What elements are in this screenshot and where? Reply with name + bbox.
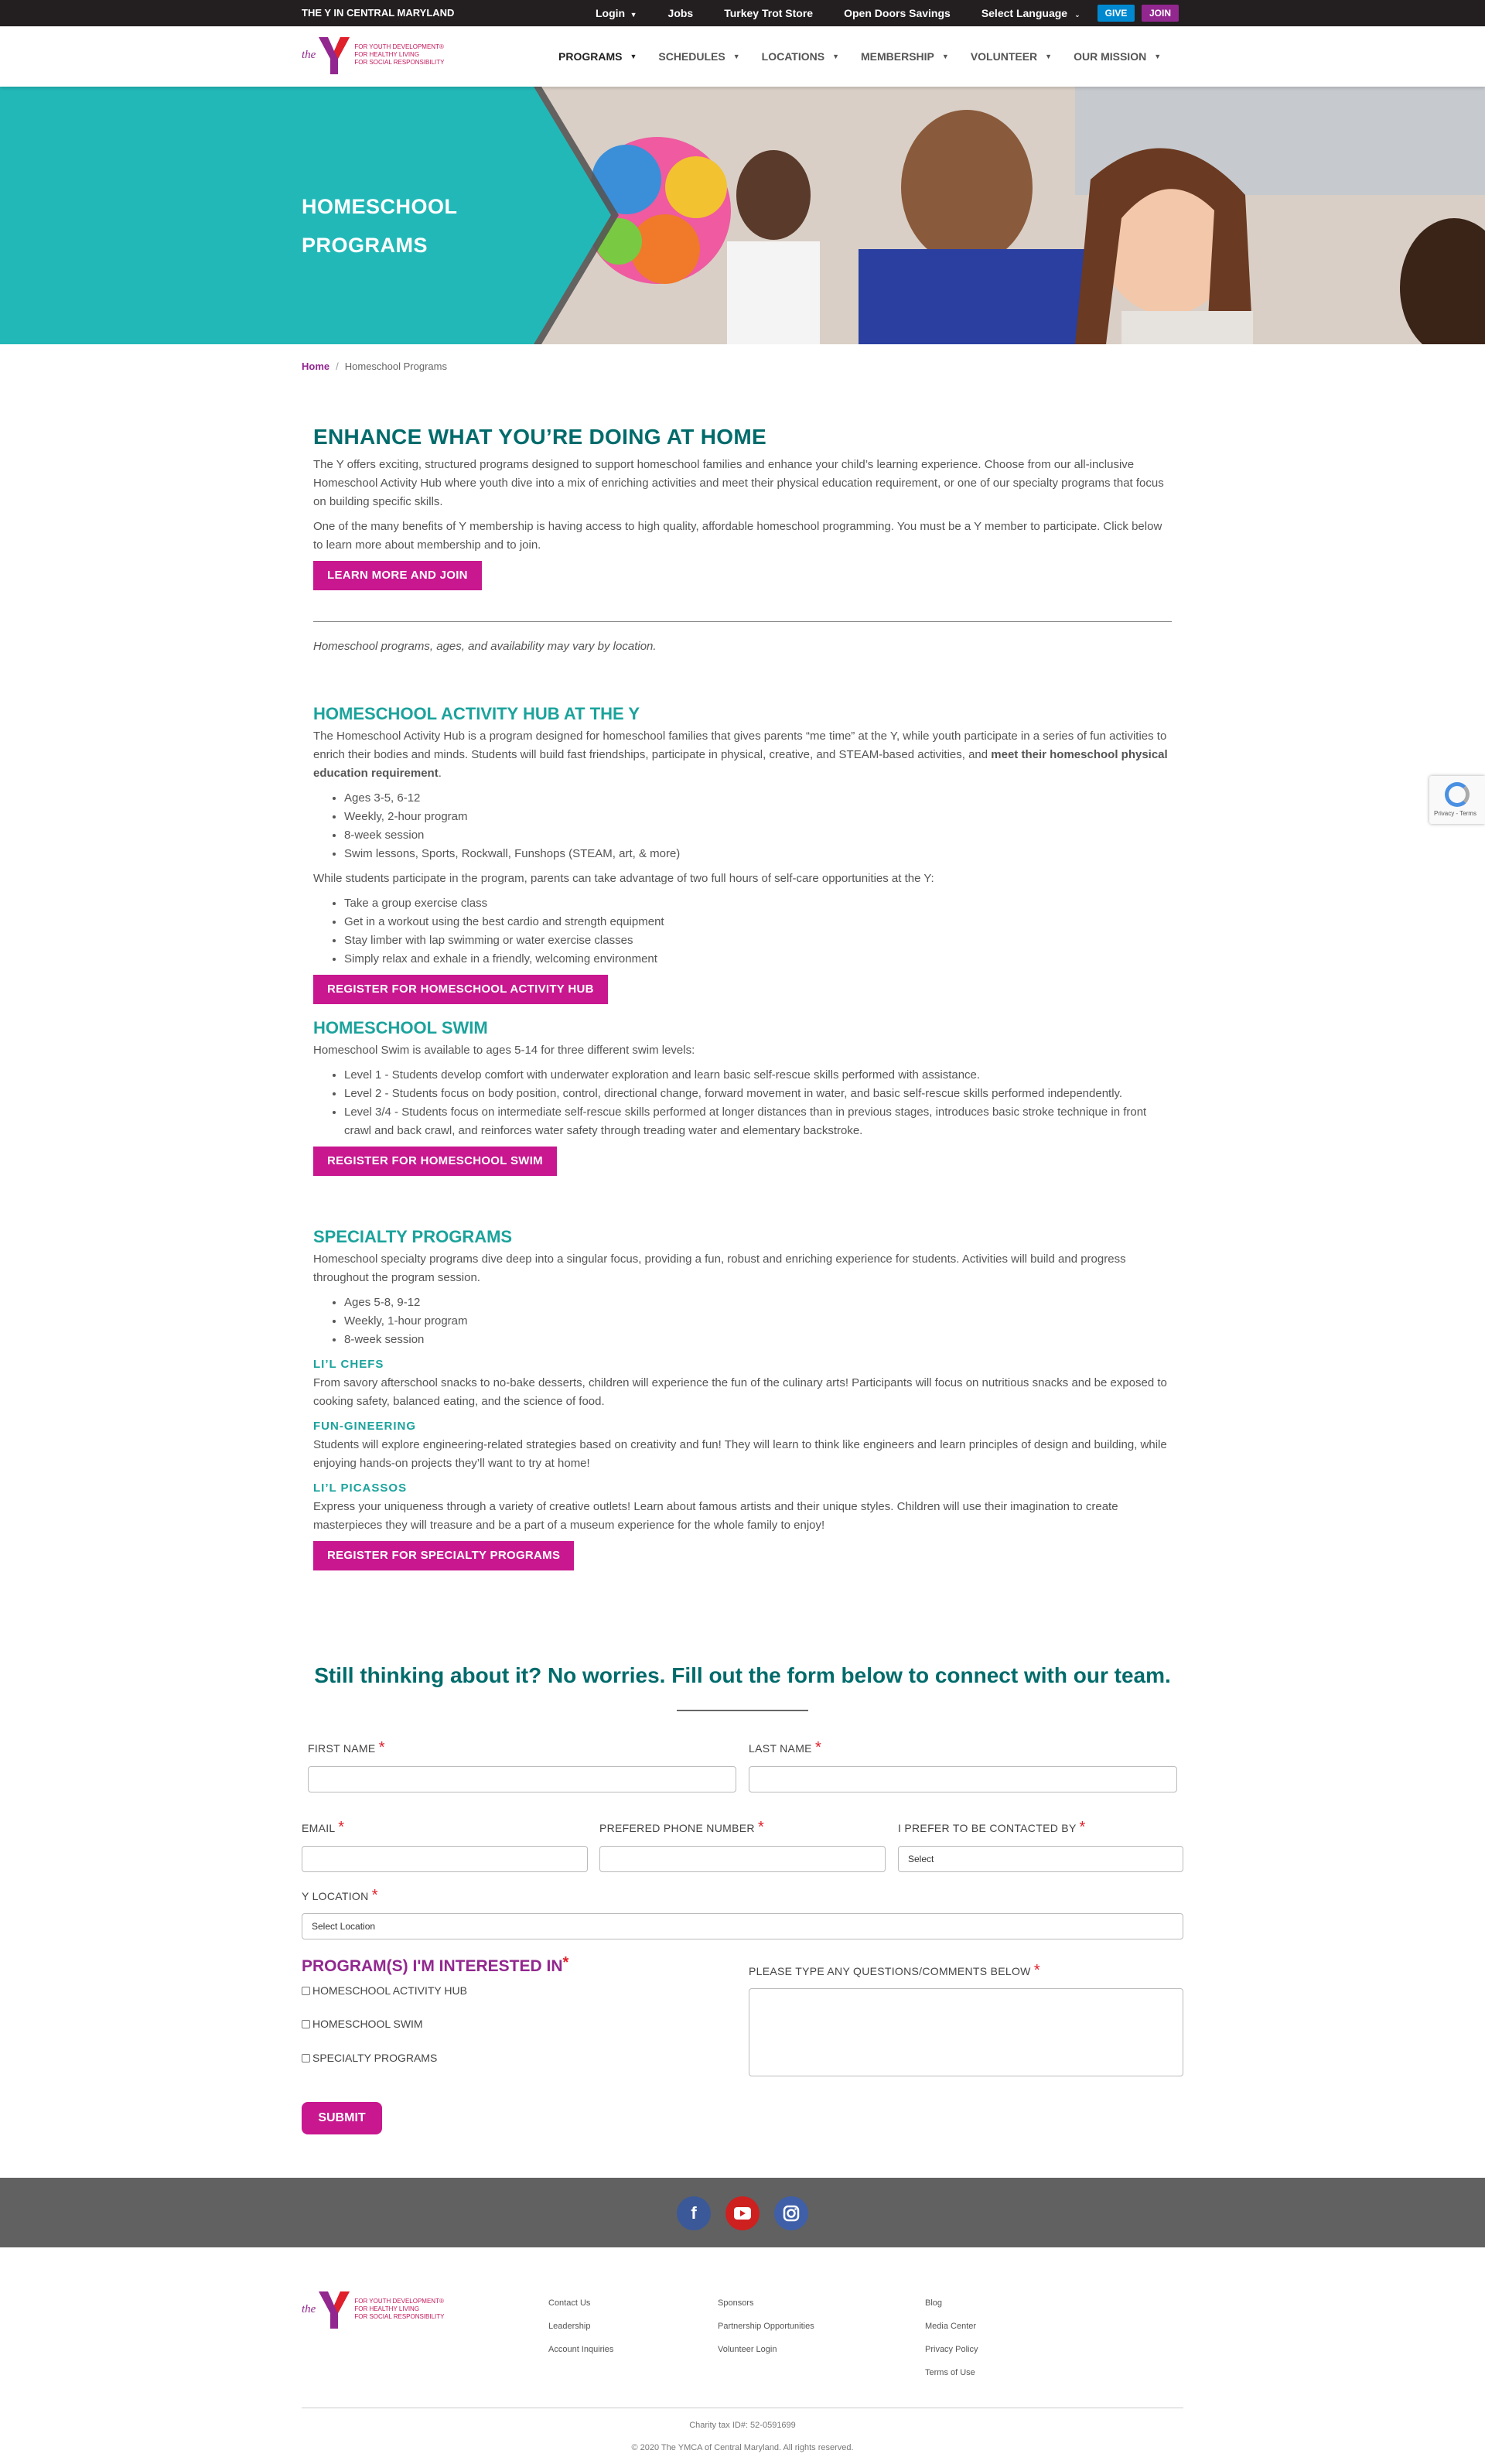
hub-heading: HOMESCHOOL ACTIVITY HUB AT THE Y [313,704,640,723]
lil-picassos-heading: LI’L PICASSOS [313,1481,408,1495]
checkbox-activity-hub[interactable]: HOMESCHOOL ACTIVITY HUB [302,1984,467,1997]
breadcrumb [302,361,447,372]
footer-link-partnership[interactable]: Partnership Opportunities [718,2322,814,2331]
specialty-details-list [344,1294,1172,1349]
nav-volunteer[interactable]: VOLUNTEER ▼ [970,50,1053,63]
footer-column-1 [548,2291,613,2361]
caret-down-icon: ▼ [1154,53,1162,60]
register-specialty-button[interactable]: REGISTER FOR SPECIALTY PROGRAMS [313,1541,574,1570]
footer-link-media[interactable]: Media Center [925,2322,977,2331]
nav-locations[interactable]: LOCATIONS ▼ [761,50,839,63]
logo-the: the [302,48,316,61]
footer-link-sponsors[interactable]: Sponsors [718,2298,754,2308]
location-label: Y LOCATION * [302,1887,378,1904]
list-item: • Stay limber with lap swimming or water exercise classes [344,931,1172,950]
checkbox[interactable] [302,2020,310,2028]
hub-paragraph: The Homeschool Activity Hub is a program designed for homeschool families that gives parents “me time” at the Y, while youth participate in a series of fun activities to enrich their bodies and minds. Students will build fast friendships, participate in physical, creative, and STEAM-based activities, and meet their homeschool physical education requirement. [313,730,1168,780]
turkey-trot-link[interactable]: Turkey Trot Store [724,7,814,19]
page-title: HOMESCHOOL PROGRAMS [302,195,458,257]
phone-label: PREFERED PHONE NUMBER * [599,1819,765,1836]
y-logo-icon [317,34,351,76]
list-item: • Ages 5-8, 9-12 [344,1294,1172,1312]
email-label: EMAIL * [302,1819,345,1836]
hub-parents-paragraph: While students participate in the program, parents can take advantage of two full hours of self-care opportunities at the Y: [313,872,934,885]
footer-link-leadership[interactable]: Leadership [548,2322,591,2331]
fun-gineering-heading: FUN-GINEERING [313,1420,416,1433]
first-name-label: FIRST NAME * [308,1739,385,1756]
swim-paragraph: Homeschool Swim is available to ages 5-14 for three different swim levels: [313,1044,695,1057]
contact-by-select[interactable]: Select [898,1846,1183,1872]
hero-banner [0,87,1485,344]
list-item: • Take a group exercise class [344,894,1172,913]
footer-link-privacy[interactable]: Privacy Policy [925,2345,978,2354]
submit-button[interactable]: SUBMIT [302,2102,382,2134]
list-item: • Swim lessons, Sports, Rockwall, Funshops (STEAM, art, & more) [344,845,1172,863]
caret-down-icon: ▼ [1045,53,1053,60]
site-brand[interactable]: THE Y IN CENTRAL MARYLAND [302,7,455,19]
join-button[interactable]: JOIN [1142,5,1179,22]
checkbox-specialty[interactable]: SPECIALTY PROGRAMS [302,2052,437,2064]
login-link[interactable]: Login ▼ [596,7,637,19]
footer-link-blog[interactable]: Blog [925,2298,943,2308]
nav-membership[interactable]: MEMBERSHIP ▼ [860,50,949,63]
main-content [313,422,1172,1570]
nav-programs[interactable]: PROGRAMS ▼ [558,50,637,63]
list-item: • 8-week session [344,826,1172,845]
copyright: © 2020 The YMCA of Central Maryland. All rights reserved. [631,2443,854,2452]
register-swim-button[interactable]: REGISTER FOR HOMESCHOOL SWIM [313,1147,557,1176]
logo-tagline: FOR YOUTH DEVELOPMENT® FOR HEALTHY LIVING FOR SOCIAL RESPONSIBILITY [354,43,445,66]
list-item: • Weekly, 1-hour program [344,1312,1172,1331]
contact-by-label: I PREFER TO BE CONTACTED BY * [898,1819,1086,1836]
caret-down-icon: ▼ [941,53,949,60]
learn-more-button[interactable]: LEARN MORE AND JOIN [313,561,482,590]
divider [313,621,1172,622]
intro-paragraph: The Y offers exciting, structured programs designed to support homeschool families and enhance your child’s learning experience. Choose from our all-inclusive Homeschool Activity Hub where youth dive into a mix of enriching activities and meet their physical education requirement, or one of our specialty programs that focus on building specific skills. [313,458,1164,508]
last-name-input[interactable] [749,1766,1177,1792]
programs-heading: PROGRAM(S) I'M INTERESTED IN* [302,1954,569,1975]
hub-details-list [344,789,1172,863]
lil-picassos-text: Express your uniqueness through a variety of creative outlets! Learn about famous artists and their unique styles. Children will use their imagination to create masterpieces they will treasure and be a part of a museum experience for the whole family to enjoy! [313,1500,1118,1532]
breadcrumb-current: Homeschool Programs [344,361,447,372]
list-item: • Simply relax and exhale in a friendly, welcoming environment [344,950,1172,969]
footer-link-volunteer[interactable]: Volunteer Login [718,2345,777,2354]
utility-bar [0,0,1485,26]
availability-note: Homeschool programs, ages, and availability may vary by location. [313,640,657,653]
specialty-heading: SPECIALTY PROGRAMS [313,1227,513,1246]
breadcrumb-home[interactable]: Home [302,361,330,372]
list-item: • Weekly, 2-hour program [344,808,1172,826]
phone-input[interactable] [599,1846,886,1872]
instagram-icon[interactable] [774,2196,808,2230]
jobs-link[interactable]: Jobs [667,7,694,19]
comments-textarea[interactable] [749,1988,1183,2076]
recaptcha-text: Privacy - Terms [1434,810,1476,817]
form-divider [677,1710,808,1711]
chevron-down-icon: ⌄ [1070,11,1080,19]
logo-tagline: FOR YOUTH DEVELOPMENT® FOR HEALTHY LIVING FOR SOCIAL RESPONSIBILITY [354,2298,445,2320]
tax-id: Charity tax ID#: 52-0591699 [689,2421,796,2430]
checkbox[interactable] [302,1987,310,1995]
logo-the: the [302,2302,316,2315]
youtube-icon[interactable] [725,2196,760,2230]
footer-link-contact[interactable]: Contact Us [548,2298,591,2308]
primary-nav [558,26,1161,87]
facebook-icon[interactable]: f [677,2196,711,2230]
intro-heading: ENHANCE WHAT YOU’RE DOING AT HOME [313,425,766,449]
open-doors-link[interactable]: Open Doors Savings [844,7,951,19]
social-band [0,2178,1485,2247]
language-select[interactable]: Select Language ⌄ [981,7,1080,19]
y-logo-icon [317,2288,351,2330]
recaptcha-badge[interactable] [1429,776,1485,824]
membership-paragraph: One of the many benefits of Y membership is having access to high quality, affordable homeschool programming. You must be a Y member to participate. Click below to learn more about membership and to join. [313,520,1162,552]
ymca-logo[interactable] [302,34,445,76]
register-hub-button[interactable]: REGISTER FOR HOMESCHOOL ACTIVITY HUB [313,975,608,1004]
footer-ymca-logo[interactable] [302,2288,445,2330]
checkbox-swim[interactable]: HOMESCHOOL SWIM [302,2018,423,2030]
footer-link-account[interactable]: Account Inquiries [548,2345,614,2354]
footer-link-terms[interactable]: Terms of Use [925,2368,975,2377]
first-name-input[interactable] [308,1766,736,1792]
last-name-label: LAST NAME * [749,1739,822,1756]
hero-photo-illustration [534,87,1485,344]
nav-schedules[interactable]: SCHEDULES ▼ [658,50,740,63]
caret-down-icon: ▼ [732,53,740,60]
footer-column-3 [925,2291,978,2384]
hub-parents-list [344,894,1172,969]
fun-gineering-text: Students will explore engineering-related strategies based on creativity and fun! They will learn to think like engineers and learn principles of design and building, while enjoying hands-on projects they’ll want to try at home! [313,1438,1167,1470]
hero-photo [534,87,1485,344]
caret-down-icon: ▼ [630,53,637,60]
list-item: • Level 2 - Students focus on body position, control, directional change, forward movement in water, and basic self-rescue skills performed independently. [344,1085,1172,1103]
lil-chefs-heading: LI’L CHEFS [313,1358,384,1371]
specialty-paragraph: Homeschool specialty programs dive deep into a singular focus, providing a fun, robust and enriching experience for students. Activities will build and progress throughout the program session. [313,1253,1126,1284]
caret-down-icon: ▼ [832,53,839,60]
swim-levels-list [344,1066,1172,1140]
give-button[interactable]: GIVE [1098,5,1135,22]
list-item: • Ages 3-5, 6-12 [344,789,1172,808]
list-item: • Get in a workout using the best cardio and strength equipment [344,913,1172,931]
form-title: Still thinking about it? No worries. Fill out the form below to connect with our team. [314,1663,1171,1687]
list-item: • 8-week session [344,1331,1172,1349]
recaptcha-icon [1445,782,1470,807]
footer-column-2 [718,2291,814,2361]
utility-links [596,0,1080,26]
list-item: • Level 3/4 - Students focus on intermediate self-rescue skills performed at longer distances than in previous stages, introduces basic stroke technique in front crawl and back crawl, and reinforces water safety through treading water and elementary backstroke. [344,1103,1172,1140]
chevron-down-icon: ▼ [628,11,637,19]
nav-our-mission[interactable]: OUR MISSION ▼ [1074,50,1162,63]
location-select[interactable]: Select Location [302,1913,1183,1939]
checkbox[interactable] [302,2054,310,2062]
list-item: • Level 1 - Students develop comfort with underwater exploration and learn basic self-rescue skills performed with assistance. [344,1066,1172,1085]
swim-heading: HOMESCHOOL SWIM [313,1018,488,1037]
main-navigation [0,26,1485,87]
email-input[interactable] [302,1846,588,1872]
breadcrumb-separator: / [336,361,339,372]
lil-chefs-text: From savory afterschool snacks to no-bake desserts, children will experience the fun of the culinary arts! Participants will focus on nutritious snacks and be exposed to cooking safety, balanced eating, and the science of food. [313,1376,1167,1408]
comments-label: PLEASE TYPE ANY QUESTIONS/COMMENTS BELOW * [749,1962,1040,1979]
